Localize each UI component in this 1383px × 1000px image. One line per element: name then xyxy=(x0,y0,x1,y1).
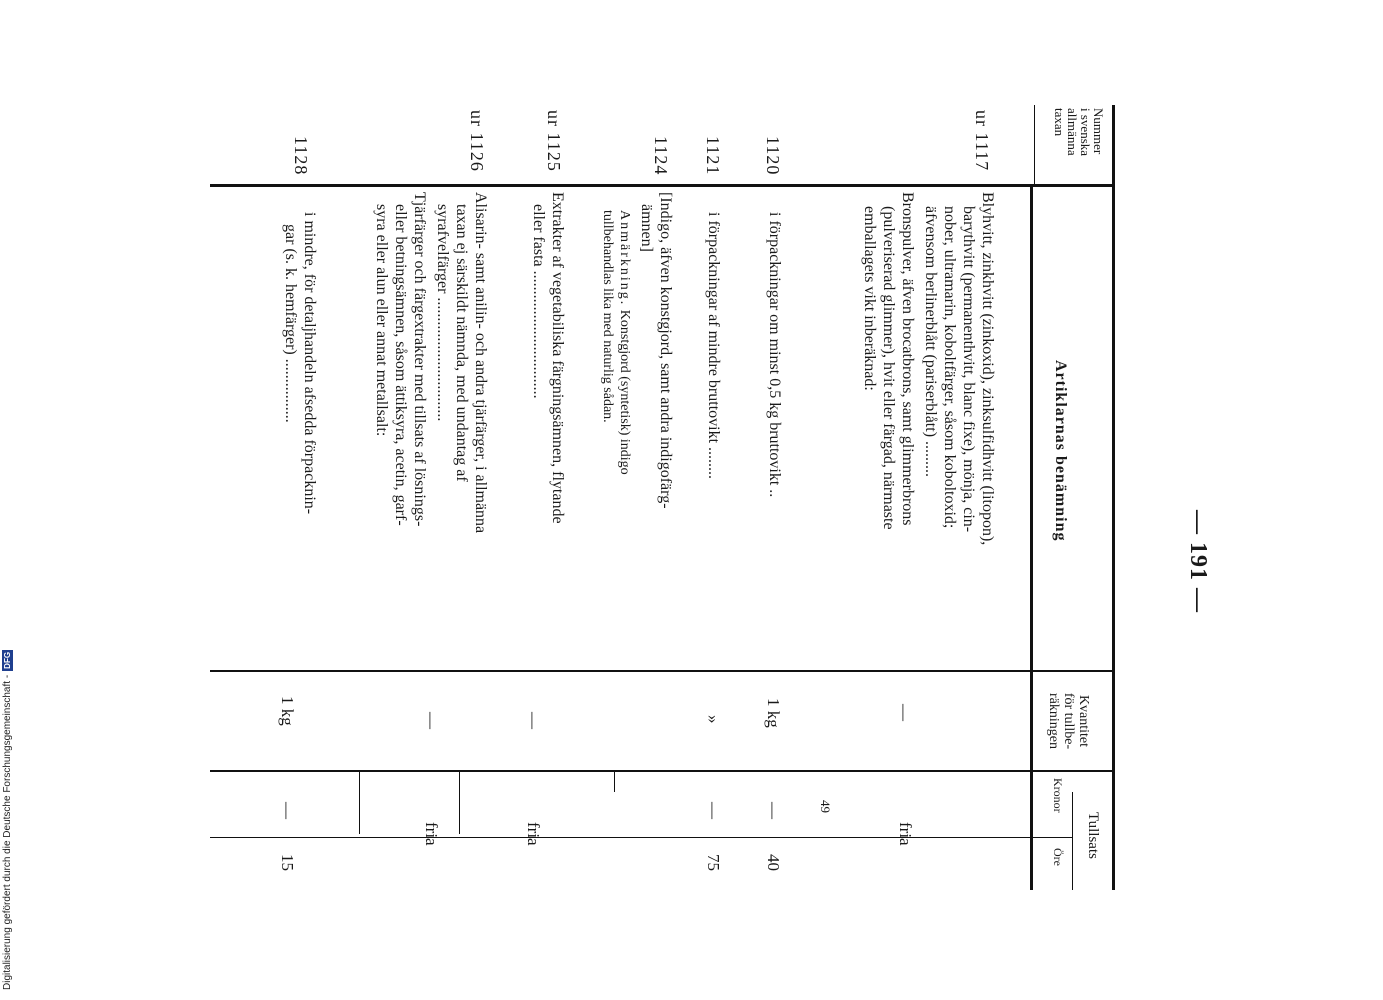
row-note: Anmärkning. Konstgjord (syntetisk) indigo tullbehandlas lika med naturlig sådan. xyxy=(600,210,632,475)
row-number: ur 1125 xyxy=(544,110,564,172)
row-number: 1128 xyxy=(291,136,311,176)
row-description: Extrakter af vegetabiliska färgningsämnen, flytande eller fasta ................................ xyxy=(530,192,566,524)
header-number: Nummer i svenska allmänna taxan xyxy=(1052,108,1106,157)
row-quantity: 1 kg xyxy=(764,698,783,728)
row-kronor: fria xyxy=(896,822,915,846)
col-divider-quantity xyxy=(210,770,1115,772)
table-top-rule xyxy=(1112,105,1115,890)
dfg-logo: DFG xyxy=(3,651,12,669)
row-ore: 15 xyxy=(278,854,297,871)
note-label: Anmärkning. xyxy=(617,210,632,307)
row-ore: 75 xyxy=(704,854,723,871)
row-description: i mindre, för detaljhandeln afsedda förpacknin- gar (s. k. hemfärger) ................ xyxy=(282,212,318,515)
row-kronor: fria xyxy=(524,822,543,846)
col-divider-number xyxy=(210,184,1115,187)
header-article: Artiklarnas benämning xyxy=(1052,360,1069,542)
header-bottom-rule xyxy=(1030,185,1033,890)
scan-rule xyxy=(459,772,460,834)
row-description: Tjärfärger och färgextrakter med tillsats af lösnings- eller betningsämnen, såsom ättiksyra, acetin, garf- syra eller alun eller annat metallsalt: xyxy=(373,192,428,527)
row-description: i förpackningar af mindre bruttovikt ........ xyxy=(705,212,722,480)
row-ore: 40 xyxy=(764,854,783,871)
header-ore: Öre xyxy=(1051,848,1065,866)
digitization-note: Digitalisierung gefördert durch die Deutsche Forschungsgemeinschaft - DFG xyxy=(2,651,13,990)
header-rate: Tullsats xyxy=(1085,812,1101,859)
rotated-page xyxy=(195,100,1211,900)
page-number: — 191 — xyxy=(1185,510,1211,613)
row-quantity: » xyxy=(704,715,723,724)
scan-rule xyxy=(359,772,360,834)
row-kronor: — xyxy=(278,802,297,819)
rate-subheader-rule xyxy=(1072,792,1073,890)
row-kronor: — xyxy=(704,802,723,819)
row-number: ur 1126 xyxy=(467,110,487,172)
row-quantity: — xyxy=(422,712,441,729)
row-number: 1121 xyxy=(703,136,723,176)
bottom-mark: 49 xyxy=(818,800,833,813)
row-number: ur 1117 xyxy=(972,110,992,172)
row-kronor: — xyxy=(764,802,783,819)
col-divider-kronor xyxy=(210,837,1073,838)
row-description: Alisarin- samt anilin- och andra tjärfärger, i allmänna taxan ej särskildt nämnda, med undantag af syrafvelfärger ............................... xyxy=(434,192,489,534)
scan-rule xyxy=(614,772,615,792)
row-kronor: fria xyxy=(422,822,441,846)
row-number: 1124 xyxy=(651,136,671,176)
row-description: Blyhvitt, zinkhvitt (zinkoxid), zinksulfidhvitt (litopon), barythvitt (permanenthvitt, blanc fixe), mönja, cin- nober, ultramarin, koboltfärger, såsom koboltoxid; äfvensom berlinerblått (pariserblått) ......... xyxy=(922,192,996,546)
row-description: i förpackningar om minst 0,5 kg bruttovikt .. xyxy=(766,212,783,498)
row-description: Bronspulver, äfven brocatbrons, samt glimmerbrons (pulveriserad glimmer), hvit eller färgad, närmaste emballagets vikt inberäknad: xyxy=(861,192,916,530)
header-bottom-rule-short xyxy=(1034,105,1035,185)
header-quantity: Kvantitet för tullbe- räkningen xyxy=(1046,692,1091,750)
row-number: 1120 xyxy=(763,136,783,176)
row-description: [Indigo, äfven konstgjord, samt andra indigofärg- ämnen] xyxy=(638,192,674,509)
header-kronor: Kronor xyxy=(1051,778,1065,813)
row-quantity: — xyxy=(524,712,543,729)
row-quantity: 1 kg xyxy=(278,696,297,726)
row-quantity: — xyxy=(895,704,914,721)
col-divider-article xyxy=(210,670,1115,672)
